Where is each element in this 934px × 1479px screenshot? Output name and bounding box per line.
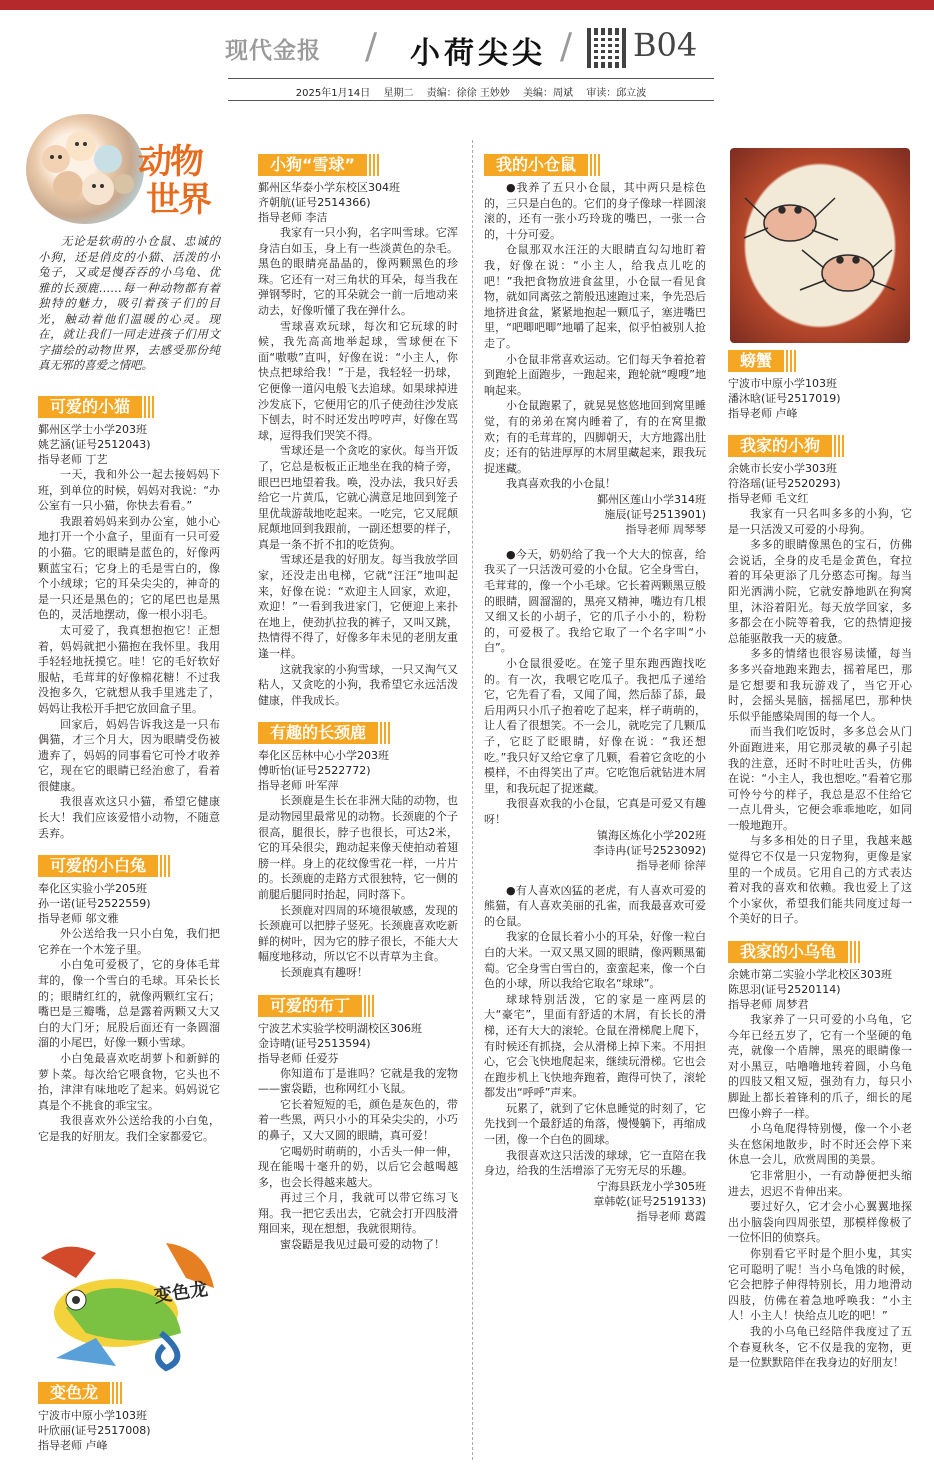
author-school: 宁波市中原小学103班 xyxy=(38,1409,147,1422)
designer: 美编：周斌 xyxy=(523,88,574,99)
article-paragraph: 我很喜欢外公送给我的小白兔，它是我的好朋友。我们全家都爱它。 xyxy=(38,1114,220,1143)
article-paragraph: 玩累了，就到了它休息睡觉的时刻了，它先找到一个最舒适的角落，慢慢躺下，再缩成一团，像一个白色的圆球。 xyxy=(484,1101,706,1147)
section-intro xyxy=(38,234,220,374)
article-paragraph: 多多的眼睛像黑色的宝石，仿佛会说话，全身的皮毛是金黄色，耷拉着的耳朵更添了几分憨态可掬。每当阳光洒满小院，它就安静地趴在狗窝里，沐浴着阳光。每天放学回家，多多都会在小院等着我，它的热情迎接总能驱散我一天的疲惫。 xyxy=(728,538,912,645)
chameleon-credit xyxy=(38,1378,220,1453)
masthead xyxy=(215,24,715,74)
author-name: 姚艺涵(证号2512043) xyxy=(38,438,151,451)
author-school: 宁海县跃龙小学305班 xyxy=(597,1179,706,1193)
intro-text: 无论是软萌的小仓鼠、忠诚的小狗，还是俏皮的小猫、活泼的小兔子，又或是慢吞吞的小乌龟、优雅的长颈鹿……每一种动物都有着独特的魅力，吸引着孩子们的目光，触动着他们温暖的心灵。现在，就让我们一同走进孩子们用文字描绘的动物世界，去感受那份纯真无邪的喜爱之情吧。 xyxy=(38,234,220,372)
article-paragraph: 我家养了一只可爱的小乌龟，它今年已经五岁了，它有一个坚硬的龟壳，就像一个盾牌，黑亮的眼睛像一对小黑豆，咕噜噜地转着圆，小乌龟的四肢又粗又短，强劲有力，每只小脚趾上都长着锋利的爪子，细长的尾巴像小辫子一样。 xyxy=(728,1013,912,1120)
article-paragraph: 它喝奶时萌萌的，小舌头一伸一伸，现在能喝十毫升的奶，以后它会越喝越多，也会长得越来越大。 xyxy=(258,1144,458,1189)
dateline xyxy=(228,84,714,99)
article-paragraph: ●今天，奶奶给了我一个大大的惊喜，给我买了一只活泼可爱的小仓鼠。它全身雪白，毛茸茸的，像一个小毛球。它长着两颗黑豆般的眼睛，圆溜溜的，黑亮又精神，嘴边有几根又细又长的小胡子，它的爪子小小的，粉粉的，可爱极了。我给它取了一个名字叫“小白”。 xyxy=(484,547,706,655)
article-title: 可爱的小白兔 xyxy=(38,855,156,877)
author-name: 金诗晴(证号2513594) xyxy=(258,1036,371,1050)
drawing-caption: 变色龙 xyxy=(152,1278,210,1308)
article-title: 我的小仓鼠 xyxy=(484,154,586,176)
author-name: 施辰(证号2513901) xyxy=(604,507,706,521)
separator-slash: / xyxy=(560,26,573,67)
article-paragraph: 这就我家的小狗雪球，一只又淘气又粘人，又贪吃的小狗，我希望它永远活泼健康，伴我成长。 xyxy=(258,662,458,707)
article-title: 有趣的长颈鹿 xyxy=(258,722,376,744)
author-school: 镇海区炼化小学202班 xyxy=(597,828,706,842)
article-paragraph: ●有人喜欢凶猛的老虎，有人喜欢可爱的熊猫，有人喜欢美丽的孔雀，而我最喜欢可爱的仓鼠。 xyxy=(484,883,706,928)
article-paragraph: 长颈鹿是生长在非洲大陆的动物，也是动物园里最常见的动物。长颈鹿的个子很高，腿很长，脖子也很长，可达2米，它的耳朵很尖，跑动起来像天使拍动着翅膀一样。身上的花纹像雪花一样，一片片的。长颈鹿的走路方式很独特，它一侧的前腿后腿同时抬起，同时落下。 xyxy=(258,794,458,901)
article-paragraph: 我家有一只小狗，名字叫雪球。它浑身洁白如玉，身上有一些淡黄色的杂毛。黑色的眼睛亮晶晶的，像两颗黑色的珍珠。它还有一对三角状的耳朵，每当我在弹钢琴时，它的耳朵就会一前一后地动来动去，好像听懂了我在弹什么。 xyxy=(258,226,458,317)
author-teacher: 指导老师 周琴琴 xyxy=(625,522,706,536)
article-paragraph: 雪球还是一个贪吃的家伙。每当开饭了，它总是板板正正地坐在我的椅子旁，眼巴巴地望着我。唤，没办法，我只好丢给它一片黄瓜，它就心满意足地回到笼子里优哉游哉地吃起来。一吃完，它又屁颠屁颠地回到我跟前，一副还想要的样子，真是一条不折不扣的吃货狗。 xyxy=(258,444,458,551)
column-divider xyxy=(472,140,473,1460)
article-paragraph: 小白兔可爱极了，它的身体毛茸茸的，像一个雪白的毛球。耳朵长长的；眼睛红红的，就像两颗红宝石；嘴巴是三瓣嘴，总是露着两颗又大又白的大门牙；屁股后面还有一条圆溜溜的小尾巴，好像一颗小雪球。 xyxy=(38,958,220,1050)
article-paragraph: 外公送给我一只小白兔，我们把它养在一个木笼子里。 xyxy=(38,927,220,956)
article-paragraph: 太可爱了，我真想抱抱它！正想着，妈妈就把小猫抱在我怀里。我用手轻轻地抚摸它。哇！它的毛好软好服帖，毛茸茸的好像棉花糖！不过我没抱多久，它就想从我手里逃走了，妈妈让我松开手把它放回盒子里。 xyxy=(38,623,220,715)
author-school: 鄞州区莲山小学314班 xyxy=(597,492,706,506)
author-name: 齐朝航(证号2514366) xyxy=(258,196,371,209)
editors: 责编：徐徐 王妙妙 xyxy=(426,88,510,99)
column-3 xyxy=(484,150,706,1224)
banner-title-line1: 动物 xyxy=(138,142,202,182)
author-teacher: 指导老师 丁艺 xyxy=(38,453,108,466)
article-paragraph: 我家的仓鼠长着小小的耳朵，好像一粒白白的大米。一双又黑又圆的眼睛，像两颗黑葡萄。它全身雪白雪白的，蛮蛮起来，像一个白色的小球，所以我给它取名“球球”。 xyxy=(484,930,706,991)
qr-code-icon xyxy=(587,28,627,68)
article-paragraph: 我很喜欢这只小猫，希望它健康长大！我们应该爱惜小动物，不随意丢弃。 xyxy=(38,795,220,840)
article-title: 可爱的布丁 xyxy=(258,995,360,1017)
author-name: 章韩乾(证号2519133) xyxy=(593,1194,706,1208)
author-teacher: 指导老师 卢峰 xyxy=(38,1439,108,1452)
author-teacher: 指导老师 卢峰 xyxy=(728,407,798,420)
article-title: 变色龙 xyxy=(38,1382,108,1404)
article-paragraph: 长颈鹿对四周的环境很敏感，发现的长颈鹿可以把脖子竖死。长颈鹿喜欢吃新鲜的树叶，因为它的脖子很长，不能大大幅度地移动，所以它不以青草为主食。 xyxy=(258,903,458,964)
article-paragraph: 球球特别活泼，它的家是一座两层的大“豪宅”，里面有舒适的木屑，有长长的滑梯，还有大大的滚轮。仓鼠在滑梯爬上爬下，有时候还有抓挠，会从滑梯上掉下来。不用担心，它会飞快地爬起来，继续玩滑梯。它也会在跑步机上飞快地奔跑着，跑得可快了，滚轮都发出“呼呼”声来。 xyxy=(484,992,706,1100)
article-paragraph: 你知道布丁是谁吗？它就是我的宠物——蜜袋鼯，也称网红小飞鼠。 xyxy=(258,1066,458,1096)
article-title: 我家的小狗 xyxy=(728,435,830,457)
article-title: 我家的小乌龟 xyxy=(728,941,846,963)
article-paragraph: 雪球喜欢玩球，每次和它玩球的时候，我先高高地举起球，雪球便在下面“嗷嗷”直叫，好像在说：“小主人，你快点把球给我！”于是，我轻轻一扔球，它便像一道闪电般飞去追球。如果球掉进沙发底下，它便用它的爪子使劲往沙发底下刨去，时不时还发出哼哼声，好像在骂球，逗得我们哭笑不得。 xyxy=(258,319,458,442)
article-paragraph: 雪球还是我的好朋友。每当我放学回家，还没走出电梯，它就“汪汪”地叫起来，好像在说：“欢迎主人回家，欢迎，欢迎！”一看到我进家门，它便迎上来扑在地上，使劲扒拉我的裤子，又叫又跳，热情得不得了，好像多年未见的老朋友重逢一样。 xyxy=(258,553,458,661)
author-teacher: 指导老师 叶军萍 xyxy=(258,779,339,793)
author-teacher: 指导老师 李洁 xyxy=(258,211,328,224)
header-rule-bottom xyxy=(228,100,714,101)
article-paragraph: 要过好久，它才会小心翼翼地探出小脑袋向四周张望，那模样像极了一位怀旧的侦察兵。 xyxy=(728,1200,912,1245)
column-title: 小荷尖尖 xyxy=(410,36,546,71)
article-paragraph: 蜜袋鼯是我见过最可爱的动物了！ xyxy=(280,1238,445,1252)
article-paragraph: 我家有一只名叫多多的小狗，它是一只活泼又可爱的小母狗。 xyxy=(728,507,912,536)
article-paragraph: 仓鼠那双水汪汪的大眼睛直勾勾地盯着我，好像在说：“小主人，给我点儿吃的吧！”我把食物放进食盆里，小仓鼠一看见食物，就如同离弦之箭般迅速跑过来，争先恐后地挤进食盆，紧紧地抱起一颗瓜子，塞进嘴巴里，“吧唧吧唧”地嚼了起来，似乎怕被别人抢走了。 xyxy=(484,243,706,350)
author-school: 宁波市中原小学103班 xyxy=(728,377,837,390)
article-paragraph: 我很喜欢我的小仓鼠，它真是可爱又有趣呀！ xyxy=(484,797,706,826)
author-name: 潘沐晗(证号2517019) xyxy=(728,392,841,405)
column-1 xyxy=(38,392,220,1145)
crab-drawing xyxy=(730,148,910,343)
article-paragraph: 小乌龟爬得特别慢，像一个小老头在悠闲地散步，时不时还会停下来休息一会儿，欣赏周围的美景。 xyxy=(728,1122,912,1167)
author-teacher: 指导老师 周梦君 xyxy=(728,998,809,1012)
author-name: 李诗冉(证号2523092) xyxy=(593,843,706,857)
author-teacher: 指导老师 任爱芬 xyxy=(258,1051,339,1065)
column-4 xyxy=(728,346,912,1371)
author-name: 孙一诺(证号2522559) xyxy=(38,897,151,911)
animal-toys-illustration-icon xyxy=(26,114,144,224)
article-title: 螃蟹 xyxy=(728,350,782,372)
section-banner xyxy=(18,108,218,228)
article-paragraph: 你别看它平时是个胆小鬼，其实它可聪明了呢！当小乌龟饿的时候，它会把脖子伸得特别长，用力地滑动四肢，仿佛在着急地呼唤我：“小主人！小主人！快给点儿吃的吧！” xyxy=(728,1246,912,1323)
article-title: 小狗“雪球” xyxy=(258,154,365,176)
author-teacher: 指导老师 葛霞 xyxy=(636,1209,706,1223)
author-school: 宁波艺术实验学校明湖校区306班 xyxy=(258,1021,422,1035)
author-teacher: 指导老师 毛文红 xyxy=(728,492,809,505)
author-school: 鄞州区华泰小学东校区304班 xyxy=(258,181,400,194)
issue-date: 2025年1月14日 xyxy=(295,88,371,99)
article-paragraph: 小仓鼠很爱吃。在笼子里东跑西跑找吃的。有一次，我喂它吃瓜子。我把瓜子递给它，它先看了看，又闻了闻，然后舔了舔，最后用两只小爪子抱着吃了起来，样子萌萌的，让人看了很想笑。不一会儿，就吃完了几颗瓜子，它眨了眨眼睛，好像在说：“我还想吃。”我只好又给它拿了几颗，看着它贪吃的小模样，不由得笑出了声。它吃饱后就钻进木屑里，和我玩起了捉迷藏。 xyxy=(484,657,706,795)
article-paragraph: 长颈鹿真有趣呀！ xyxy=(280,965,368,979)
author-name: 陈思羽(证号2520114) xyxy=(728,983,841,997)
author-school: 余姚市第二实验小学北校区303班 xyxy=(728,968,892,982)
newspaper-name: 现代金报 xyxy=(225,37,321,64)
author-name: 叶欣丽(证号2517008) xyxy=(38,1424,151,1437)
article-paragraph: 我很喜欢这只活泼的球球，它一直陪在我身边，给我的生活增添了无穷无尽的乐趣。 xyxy=(484,1148,706,1178)
article-paragraph: 我真喜欢我的小仓鼠！ xyxy=(506,477,616,491)
article-paragraph: 我跟着妈妈来到办公室，她小心地打开一个小盒子，里面有一只可爱的小猫。它的眼睛是蓝色的，好像两颗蓝宝石；它身上的毛是雪白的，像个小绒球；它的耳朵尖尖的，神奇的是一只还是黑色的；它的尾巴也是黑色的，灵活地摆动，像一根小羽毛。 xyxy=(38,514,220,622)
article-paragraph: 一天，我和外公一起去接妈妈下班，到单位的时候，妈妈对我说：“办公室有一只小猫，你快去看看。” xyxy=(38,468,220,513)
article-paragraph: 与多多相处的日子里，我越来越觉得它不仅是一只宠物狗，更像是家里的一个成员。它用自己的方式表达着对我的喜欢和依赖。我也爱上了这个小家伙，希望我们能共同度过每一个美好的日子。 xyxy=(728,834,912,926)
header-rule xyxy=(228,78,714,79)
page-number: B04 xyxy=(633,26,698,64)
author-name: 符洛瑶(证号2520293) xyxy=(728,477,841,490)
article-paragraph: 多多的情绪也很容易读懂，每当多多兴奋地跑来跑去，摇着尾巴，那是它想要和我玩游戏了，当它开心时，会摇头晃脑，摇摇尾巴，那种快乐似乎能感染周围的每一个人。 xyxy=(728,647,912,723)
article-paragraph: 小仓鼠非常喜欢运动。它们每天争着抢着到跑轮上面跑步，一跑起来，跑轮就“嗖嗖”地响起来。 xyxy=(484,352,706,397)
article-paragraph: 小白兔最喜欢吃胡萝卜和新鲜的萝卜菜。每次给它喂食物，它头也不抬，津津有味地吃了起来。妈妈说它真是个不挑食的乖宝宝。 xyxy=(38,1052,220,1112)
column-2 xyxy=(258,150,458,1253)
author-teacher: 指导老师 徐萍 xyxy=(636,858,706,872)
article-paragraph: 回家后，妈妈告诉我这是一只布偶猫，才三个月大，因为眼睛受伤被遗弃了，妈妈的同事看它可怜才收养它，现在它的眼睛已经治愈了，看着很健康。 xyxy=(38,717,220,793)
chameleon-icon xyxy=(36,1238,220,1378)
article-paragraph: 它非常胆小，一有动静便把头缩进去，迟迟不肯伸出来。 xyxy=(728,1168,912,1198)
author-school: 奉化区实验小学205班 xyxy=(38,882,147,896)
article-paragraph: ●我养了五只小仓鼠，其中两只是棕色的，三只是白色的。它们的身子像球一样圆滚滚的，还有一张小巧玲珑的嘴巴，一张一合的，十分可爱。 xyxy=(484,181,706,241)
separator-slash: / xyxy=(365,26,378,67)
author-school: 奉化区岳林中心小学203班 xyxy=(258,749,389,763)
crab-icon xyxy=(730,148,910,343)
article-paragraph: 它长着短短的毛，颜色是灰色的，带着一些黑，两只小小的耳朵尖尖的，小巧的鼻子，又大又圆的眼睛，真可爱！ xyxy=(258,1097,458,1142)
author-school: 余姚市长安小学303班 xyxy=(728,462,837,475)
article-paragraph: 而当我们吃饭时，多多总会从门外面跑进来，用它那灵敏的鼻子引起我的注意，还时不时吐吐舌头，仿佛在说：“小主人，我也想吃。”看着它那可怜兮兮的样子，我总是忍不住给它一点儿骨头，它便会乖乖地吃，如同一般地跑开。 xyxy=(728,725,912,832)
issue-weekday: 星期二 xyxy=(383,88,414,99)
chameleon-drawing xyxy=(36,1238,220,1378)
article-title: 可爱的小猫 xyxy=(38,396,140,418)
author-name: 傅昕怡(证号2522772) xyxy=(258,764,371,778)
author-school: 鄞州区学士小学203班 xyxy=(38,423,147,436)
proofreader: 审读：邱立波 xyxy=(586,88,647,99)
article-paragraph: 我的小乌龟已经陪伴我度过了五个春夏秋冬，它不仅是我的宠物，更是一位默默陪伴在我身边的好朋友！ xyxy=(728,1324,912,1370)
article-paragraph: 再过三个月，我就可以带它练习飞翔。我一把它丢出去，它就会打开四肢滑翔回来，现在想想，我就很期待。 xyxy=(258,1191,458,1236)
banner-title-line2: 世界 xyxy=(146,180,210,220)
top-color-bar xyxy=(0,0,934,10)
author-teacher: 指导老师 邬文雅 xyxy=(38,912,119,926)
article-paragraph: 小仓鼠跑累了，就晃晃悠悠地回到窝里睡觉，有的弟弟在窝内睡着了，有的在窝里撒欢；有的毛茸茸的，四脚朝天，大方地露出肚皮；还有的钻进厚厚的木屑里藏起来，跟我玩捉迷藏。 xyxy=(484,399,706,475)
